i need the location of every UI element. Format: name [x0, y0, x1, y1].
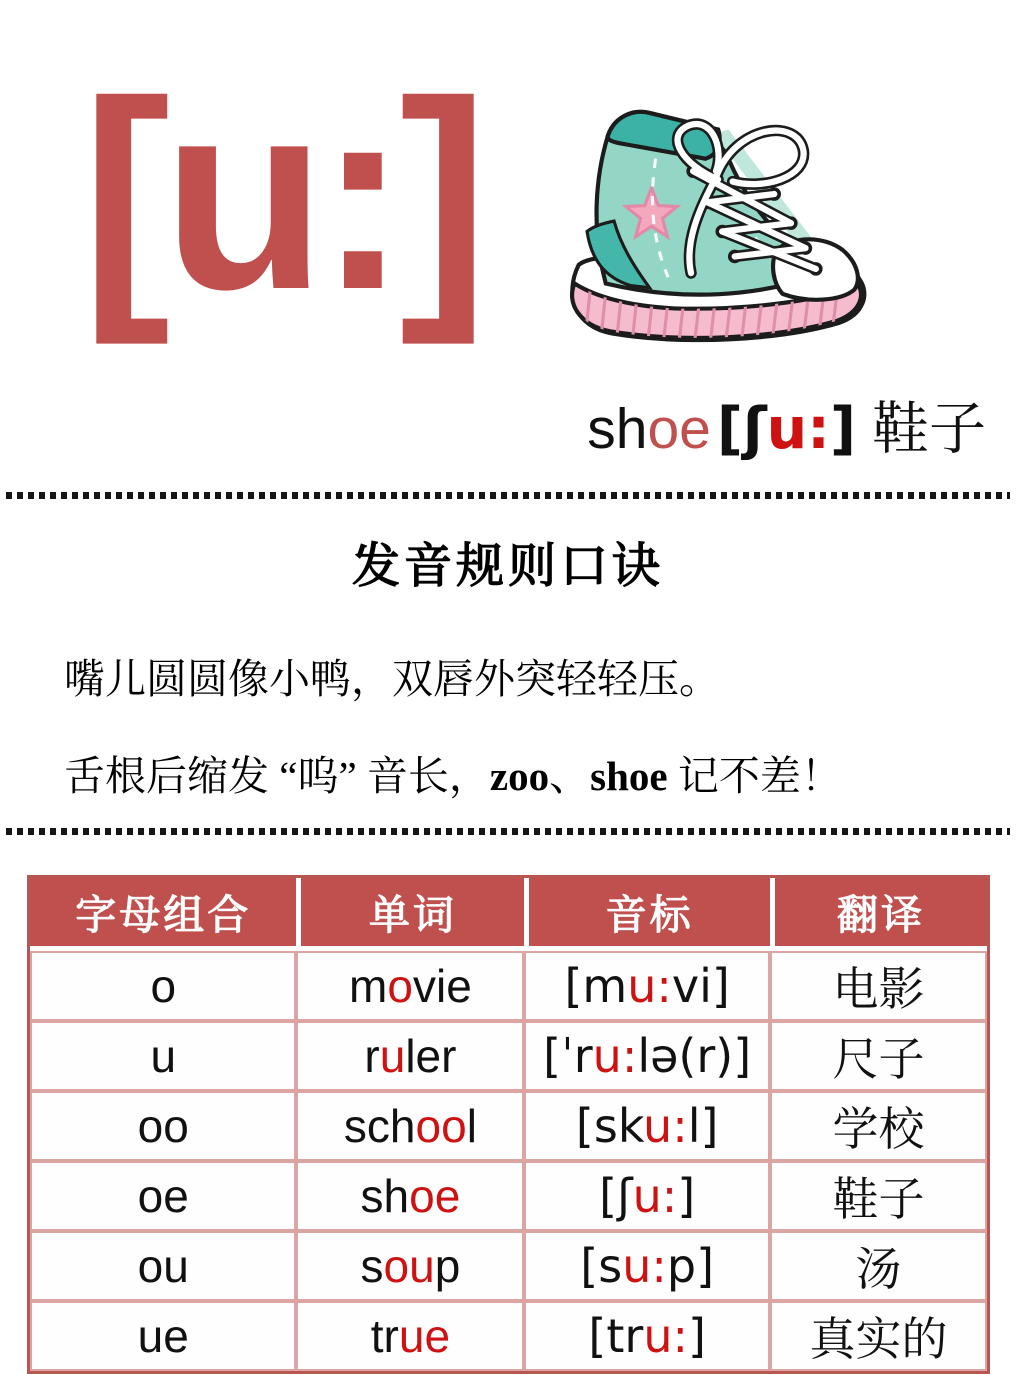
ipa-cell: [sku:l]: [524, 1091, 770, 1161]
translation-cell: 电影: [770, 951, 987, 1021]
mnemonic-seg: 记不差！: [667, 752, 842, 799]
example-word-black: sh: [587, 397, 648, 461]
word-cell: true: [296, 1301, 524, 1371]
sneaker-illustration: [560, 90, 872, 353]
translation-cell: 鞋子: [770, 1161, 987, 1231]
combo-cell: oe: [30, 1161, 296, 1231]
example-translation: 鞋子: [872, 398, 986, 461]
header-translation: 翻译: [770, 878, 987, 951]
phonics-table-body: [30, 951, 987, 1371]
table-row: [30, 1231, 987, 1301]
word-cell: soup: [296, 1231, 524, 1301]
ipa-cell: [su:p]: [524, 1231, 770, 1301]
combo-cell: u: [30, 1021, 296, 1091]
phonics-table: [27, 875, 990, 1374]
hero-section: [0, 0, 1016, 370]
mnemonic-line-2: [0, 743, 1016, 802]
word-cell: school: [296, 1091, 524, 1161]
example-word-line: [0, 398, 1016, 462]
table-row: [30, 951, 987, 1021]
combo-cell: oo: [30, 1091, 296, 1161]
ipa-cell: [tru:]: [524, 1301, 770, 1371]
table-row: [30, 1301, 987, 1371]
ipa-cell: [ʃu:]: [524, 1161, 770, 1231]
header-word: 单词: [296, 878, 524, 951]
dotted-divider-top: [6, 492, 1010, 499]
header-combo: 字母组合: [30, 878, 296, 951]
word-cell: ruler: [296, 1021, 524, 1091]
table-header-row: [30, 878, 987, 951]
combo-cell: ou: [30, 1231, 296, 1301]
combo-cell: ue: [30, 1301, 296, 1371]
word-cell: movie: [296, 951, 524, 1021]
translation-cell: 真实的: [770, 1301, 987, 1371]
mnemonic-word-zoo: zoo: [489, 752, 550, 799]
phonetic-symbol: [u:]: [81, 45, 481, 345]
section-heading: 发音规则口诀: [351, 539, 664, 593]
example-ipa-post: ]: [829, 396, 856, 462]
example-ipa-red: u:: [766, 396, 830, 462]
word-cell: shoe: [296, 1161, 524, 1231]
table-row: [30, 1021, 987, 1091]
ipa-cell: [mu:vi]: [524, 951, 770, 1021]
example-word-red: oe: [647, 397, 711, 461]
translation-cell: 尺子: [770, 1021, 987, 1091]
sneaker-svg: [560, 90, 872, 348]
mnemonic-seg: 、: [549, 752, 591, 799]
ipa-cell: [ˈru:lə(r)]: [524, 1021, 770, 1091]
table-row: [30, 1091, 987, 1161]
translation-cell: 学校: [770, 1091, 987, 1161]
combo-cell: o: [30, 951, 296, 1021]
example-ipa-pre: [ʃ: [716, 396, 767, 462]
mnemonic-seg: 舌根后缩发 “呜” 音长，: [64, 752, 490, 799]
dotted-divider-bottom: [6, 828, 1010, 835]
table-row: [30, 1161, 987, 1231]
header-ipa: 音标: [524, 878, 770, 951]
mnemonic-word-shoe: shoe: [590, 752, 668, 799]
translation-cell: 汤: [770, 1231, 987, 1301]
mnemonic-line-1: 嘴儿圆圆像小鸭，双唇外突轻轻压。: [64, 655, 720, 702]
